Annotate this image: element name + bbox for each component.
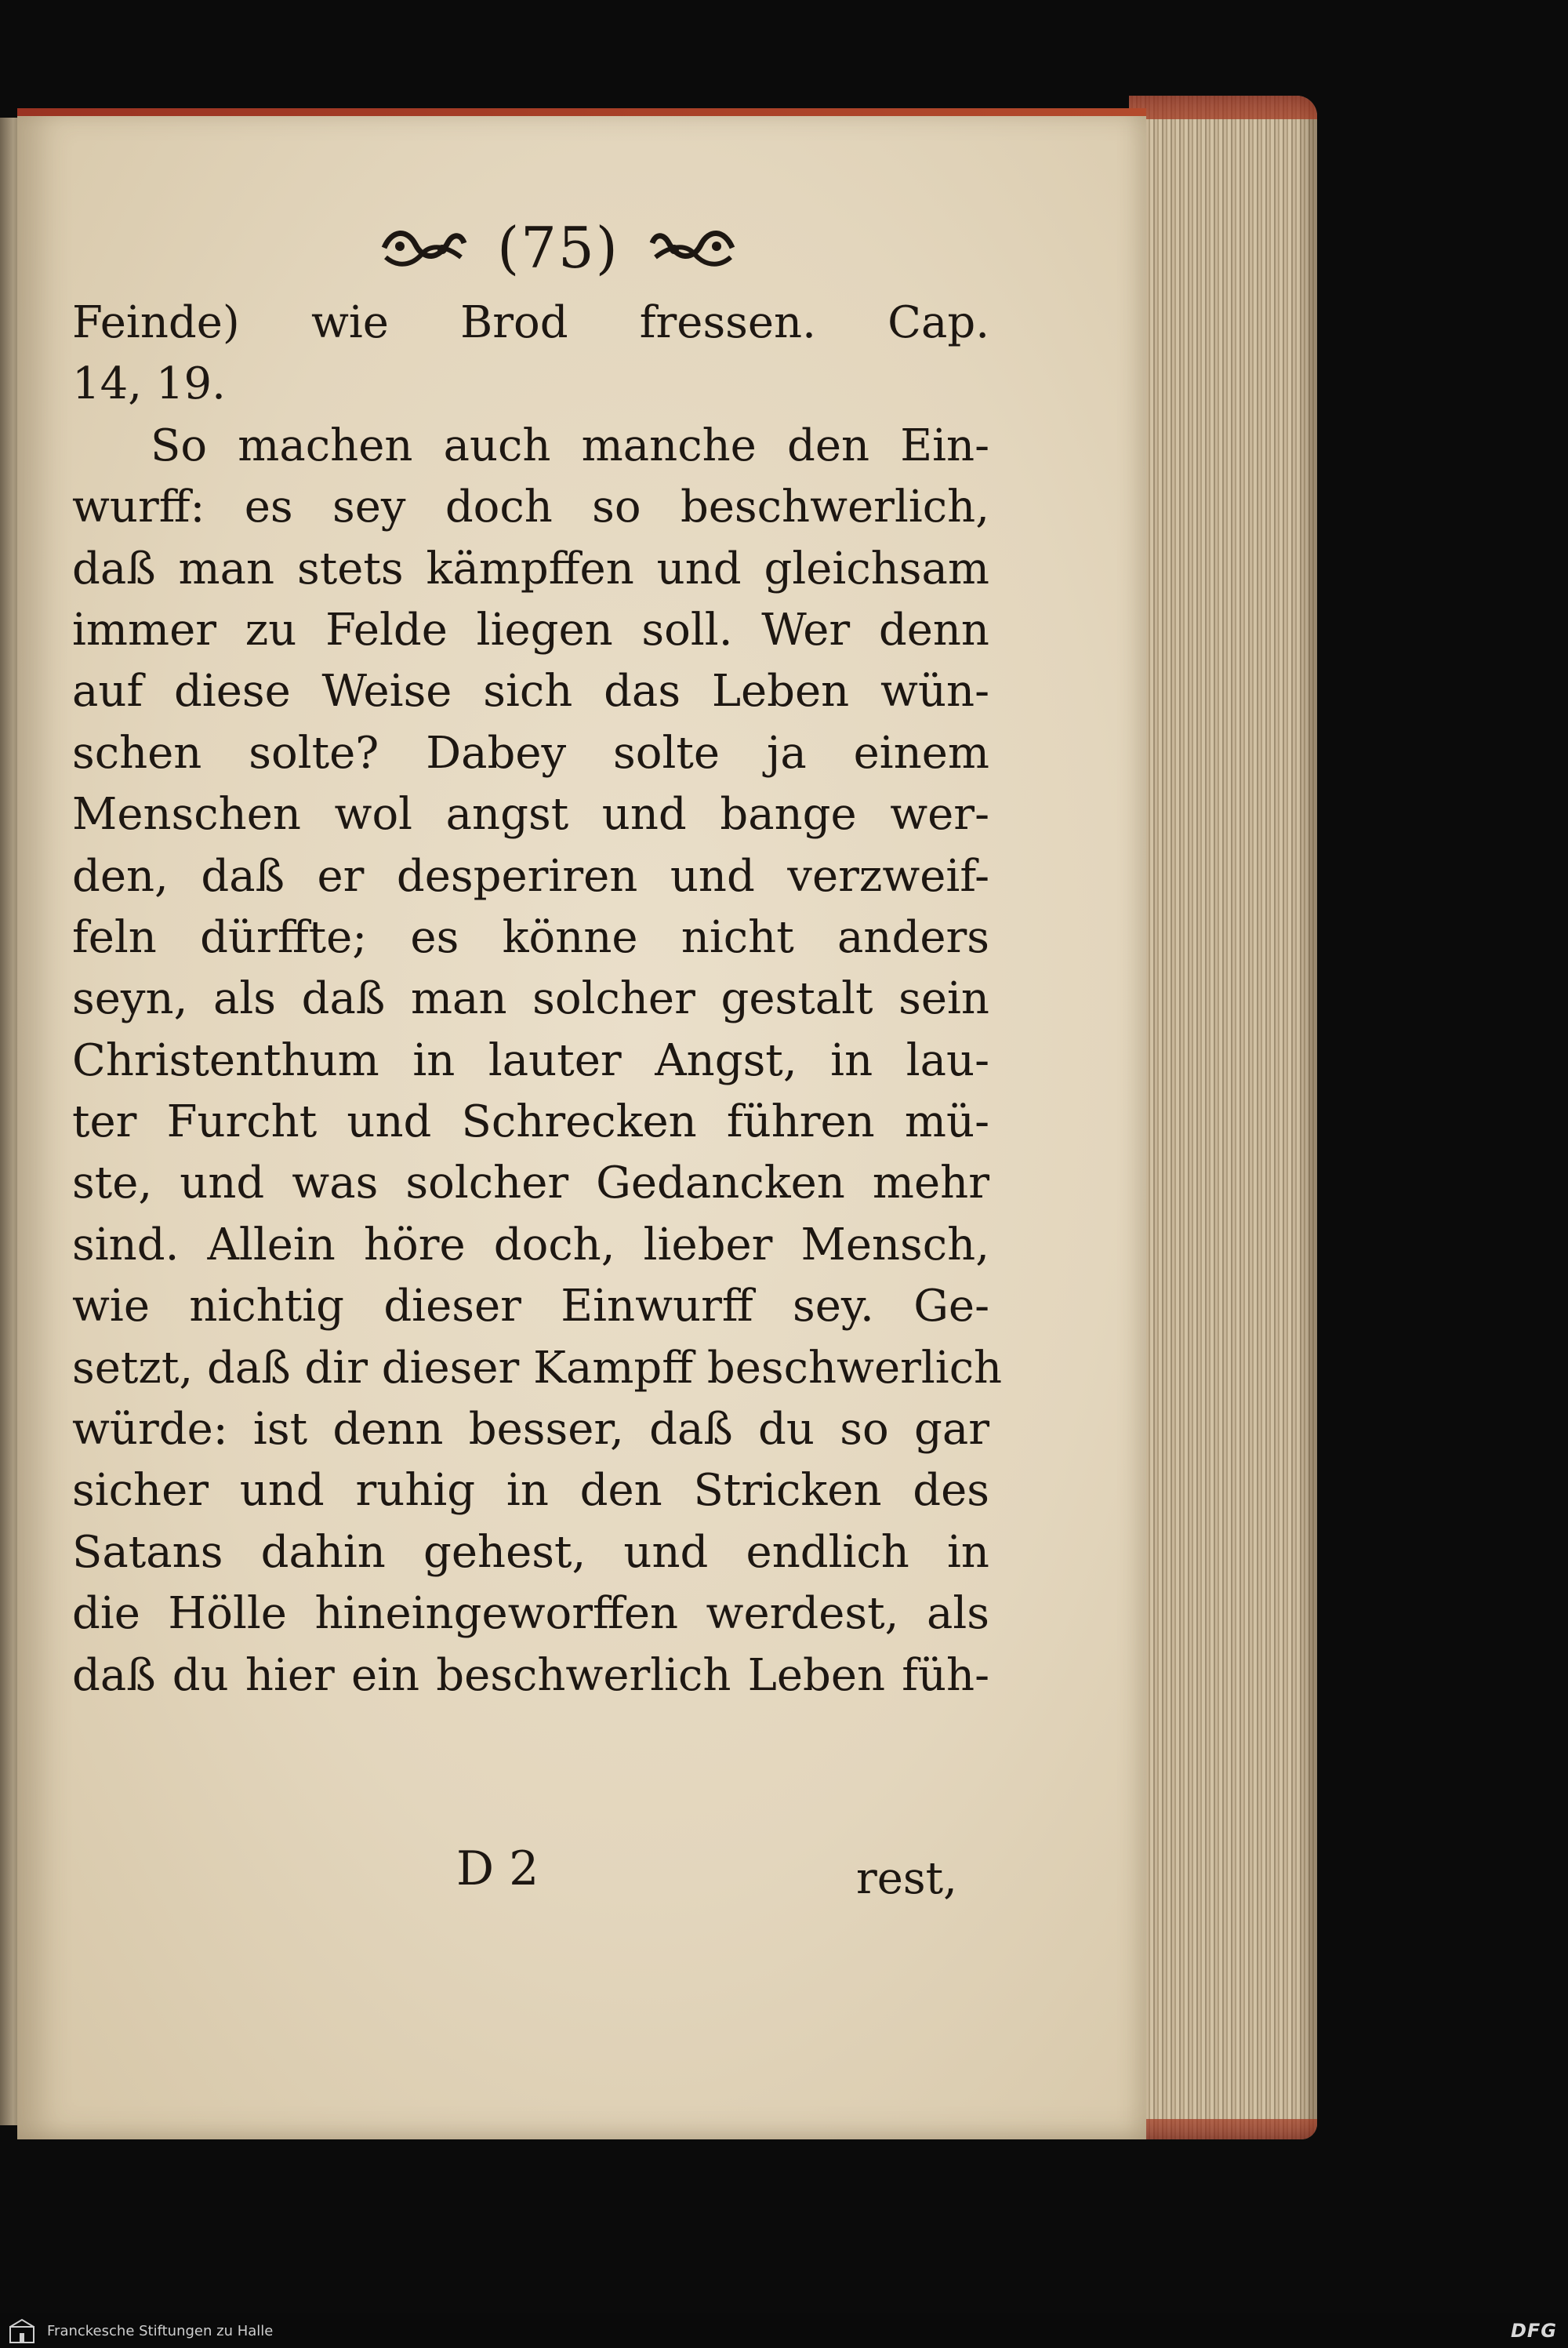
footer-institution: Franckesche Stiftungen zu Halle [47,2322,274,2339]
text-line: daß man stets kämpffen und gleichsam [72,543,989,594]
text-line: 14, 19. [72,358,226,410]
text-line: setzt, daß dir dieser Kampff beschwerlich [72,1342,1003,1394]
text-line: ste, und was solcher Gedancken mehr [72,1158,989,1209]
signature-mark: D 2 [456,1841,539,1896]
text-line: seyn, als daß man solcher gestalt sein [72,973,989,1025]
page-header [315,201,801,295]
text-line: wie nichtig dieser Einwurff sey. Ge- [72,1281,989,1332]
book-page [17,108,1146,2139]
text-line: wurff: es sey doch so beschwerlich, [72,482,989,533]
text-line: würde: ist denn besser, daß du so gar [72,1404,989,1456]
funder-logo: DFG [1510,2320,1557,2342]
text-line: den, daß er desperiren und verzweif- [72,850,989,902]
text-line: ter Furcht und Schrecken führen mü- [72,1096,989,1148]
institution-logo-icon [6,2315,38,2346]
text-line: Menschen wol angst und bange wer- [72,789,989,841]
page-stack-fore-edge [1129,96,1317,2139]
text-line: sind. Allein höre doch, lieber Mensch, [72,1219,989,1270]
catchword: rest, [856,1853,957,1904]
text-line: feln dürffte; es könne nicht anders [72,911,989,963]
text-line: schen solte? Dabey solte ja einem [72,727,989,779]
body-text [72,293,1003,1706]
text-line: Satans dahin gehest, und endlich in [72,1526,989,1578]
text-line: Christenthum in lauter Angst, in lau- [72,1034,989,1086]
text-line: Feinde) wie Brod fressen. Cap. [72,297,989,348]
page-number: (75) [497,215,619,281]
right-ornament-icon [646,223,740,273]
text-line: daß du hier ein beschwerlich Leben füh- [72,1649,989,1701]
text-line: sicher und ruhig in den Stricken des [72,1465,989,1517]
text-line: So machen auch manche den Ein- [151,420,989,471]
text-line: immer zu Felde liegen soll. Wer denn [72,604,989,656]
left-ornament-icon [376,223,470,273]
footer-bar [0,2313,1568,2348]
text-line: die Hölle hineingeworffen werdest, als [72,1588,989,1640]
text-line: auf diese Weise sich das Leben wün- [72,666,989,718]
